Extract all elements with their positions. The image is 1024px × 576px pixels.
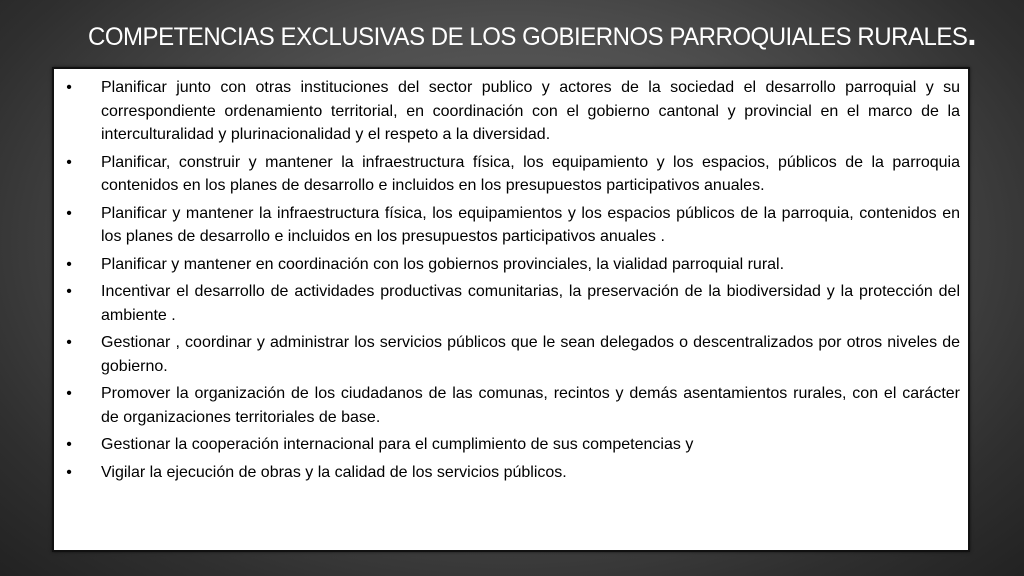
slide-title-text: COMPETENCIAS EXCLUSIVAS DE LOS GOBIERNOS PARROQUIALES RURALES [88, 23, 968, 51]
slide-title [88, 14, 976, 54]
bullet-dot-icon: • [66, 283, 72, 300]
bullet-dot-icon: • [66, 79, 72, 96]
list-item-text: Planificar y mantener en coordinación con los gobiernos provinciales, la vialidad parroquial rural. [101, 255, 785, 273]
list-item-text: Gestionar , coordinar y administrar los servicios públicos que le sean delegados o descentralizados por otros niveles de gobierno. [101, 334, 960, 375]
bullet-dot-icon: • [66, 463, 72, 481]
list-item-text: Planificar junto con otras instituciones del sector publico y actores de la sociedad el desarrollo parroquial y su correspondiente ordenamiento territorial, en coordinación con el gobierno cantonal y provincial en el marco de la interculturalidad y plurinacionalidad y el respeto a la diversidad. [101, 79, 960, 143]
list-item [54, 76, 960, 147]
bullet-dot-icon: • [66, 255, 72, 273]
slide-title-period: . [967, 15, 976, 53]
list-item [54, 202, 960, 249]
bullet-dot-icon: • [66, 436, 72, 453]
list-item [54, 253, 960, 277]
content-box [52, 67, 970, 552]
bullet-dot-icon: • [66, 334, 72, 351]
list-item-text: Promover la organización de los ciudadanos de las comunas, recintos y demás asentamientos rurales, con el carácter de organizaciones territoriales de base. [101, 385, 960, 426]
list-item-text: Incentivar el desarrollo de actividades productivas comunitarias, la preservación de la biodiversidad y la protección del ambiente . [101, 283, 960, 324]
list-item-text: Vigilar la ejecución de obras y la calidad de los servicios públicos. [101, 463, 567, 481]
list-item-text: Gestionar la cooperación internacional para el cumplimiento de sus competencias y [101, 436, 694, 453]
bullet-dot-icon: • [66, 153, 72, 171]
list-item-text: Planificar y mantener la infraestructura física, los equipamientos y los espacios públicos de la parroquia, contenidos en los planes de desarrollo e incluidos en los presupuestos participativos anuales . [101, 204, 960, 245]
list-item [54, 461, 960, 485]
bullet-dot-icon: • [66, 204, 72, 222]
list-item [54, 331, 960, 378]
list-item [54, 433, 960, 457]
list-item [54, 151, 960, 198]
list-item [54, 280, 960, 327]
list-item [54, 382, 960, 429]
list-item-text: Planificar, construir y mantener la infraestructura física, los equipamiento y los espacios, públicos de la parroquia contenidos en los planes de desarrollo e incluidos en los presupuestos participativos anuales. [101, 153, 960, 194]
bullet-list [54, 69, 968, 484]
bullet-dot-icon: • [66, 385, 72, 402]
